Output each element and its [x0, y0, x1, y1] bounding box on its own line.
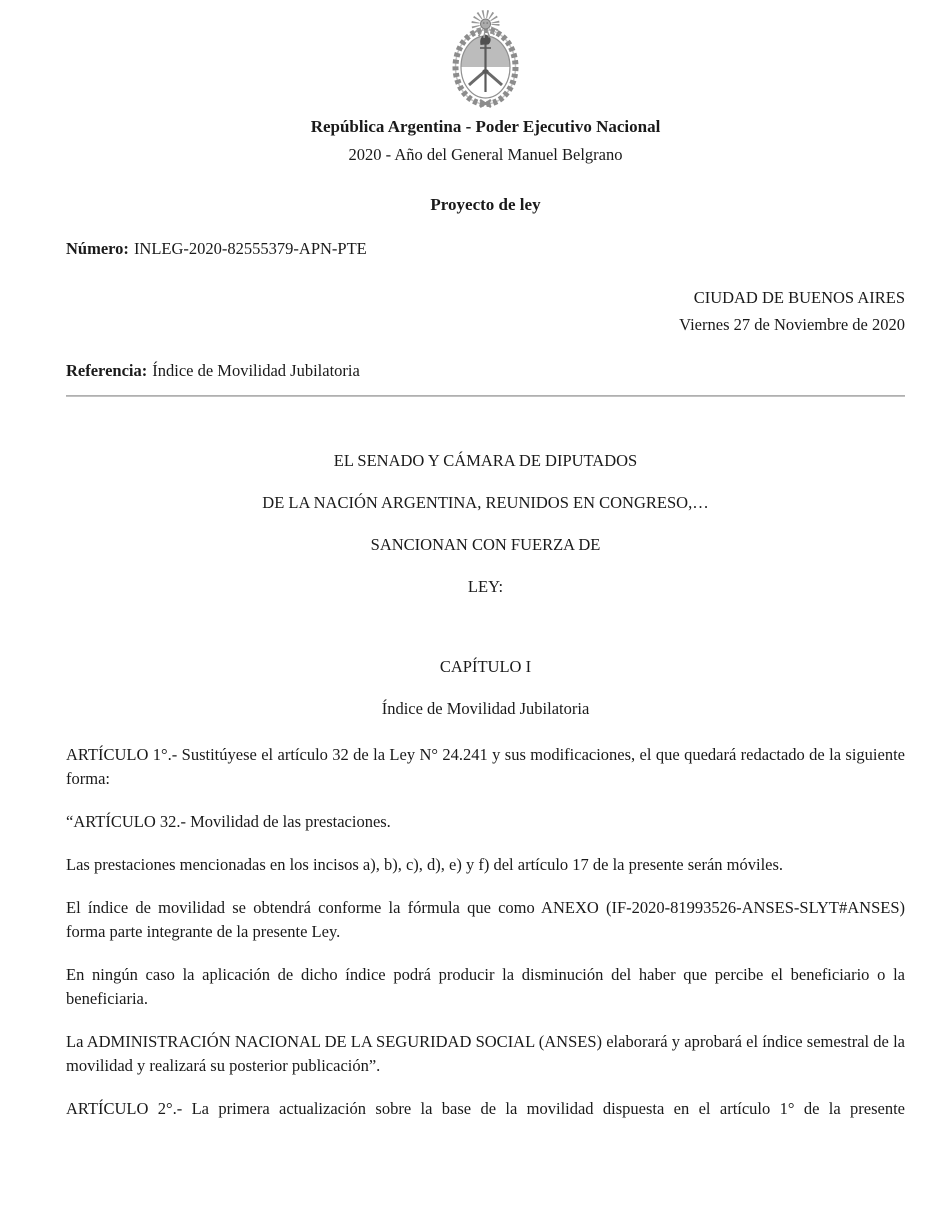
numero-line [66, 238, 905, 260]
chapter-subtitle: Índice de Movilidad Jubilatoria [381, 699, 590, 718]
paragraph-indice-formula: El índice de movilidad se obtendrá conforme la fórmula que como ANEXO (IF-2020-81993526-ANSES-SLYT#ANSES) forma parte integrante de la presente Ley. [66, 898, 905, 941]
article-2-paragraph: ARTÍCULO 2°.- La primera actualización sobre la base de la movilidad dispuesta en el artículo 1° de la presente [66, 1099, 905, 1118]
numero-label: Número: [66, 239, 129, 258]
paragraph-anses: La ADMINISTRACIÓN NACIONAL DE LA SEGURIDAD SOCIAL (ANSES) elaborará y aprobará el índice semestral de la movilidad y realizará su posterior publicación”. [66, 1032, 905, 1075]
coat-of-arms-svg [433, 8, 538, 108]
law-body [66, 743, 905, 1121]
place-date-block [66, 284, 905, 338]
city-line: CIUDAD DE BUENOS AIRES [693, 288, 905, 307]
date-line: Viernes 27 de Noviembre de 2020 [679, 315, 905, 334]
article-32-heading-paragraph: “ARTÍCULO 32.- Movilidad de las prestaciones. [66, 812, 391, 831]
preamble [66, 449, 905, 599]
header-divider [66, 395, 905, 397]
referencia-label: Referencia: [66, 361, 148, 380]
preamble-line: EL SENADO Y CÁMARA DE DIPUTADOS [333, 451, 638, 470]
referencia-line [66, 360, 905, 382]
year-motto: 2020 - Año del General Manuel Belgrano [348, 145, 623, 164]
paragraph-no-disminucion: En ningún caso la aplicación de dicho índice podrá producir la disminución del haber que percibe el beneficiario o la beneficiaria. [66, 965, 905, 1008]
numero-value: INLEG-2020-82555379-APN-PTE [133, 239, 367, 258]
preamble-line: SANCIONAN CON FUERZA DE [370, 535, 601, 554]
doc-type-title: Proyecto de ley [430, 195, 541, 214]
referencia-value: Índice de Movilidad Jubilatoria [152, 361, 360, 380]
article-1-paragraph: ARTÍCULO 1°.- Sustitúyese el artículo 32 de la Ley N° 24.241 y sus modificaciones, el que quedará redactado de la siguiente forma: [66, 745, 905, 788]
argentina-coat-of-arms-icon [66, 8, 905, 108]
chapter-title: CAPÍTULO I [439, 657, 532, 676]
paragraph-prestaciones: Las prestaciones mencionadas en los incisos a), b), c), d), e) y f) del artículo 17 de la presente serán móviles. [66, 855, 784, 874]
preamble-line: DE LA NACIÓN ARGENTINA, REUNIDOS EN CONGRESO,… [262, 493, 709, 512]
preamble-line: LEY: [467, 577, 504, 596]
org-title: República Argentina - Poder Ejecutivo Nacional [310, 117, 661, 136]
